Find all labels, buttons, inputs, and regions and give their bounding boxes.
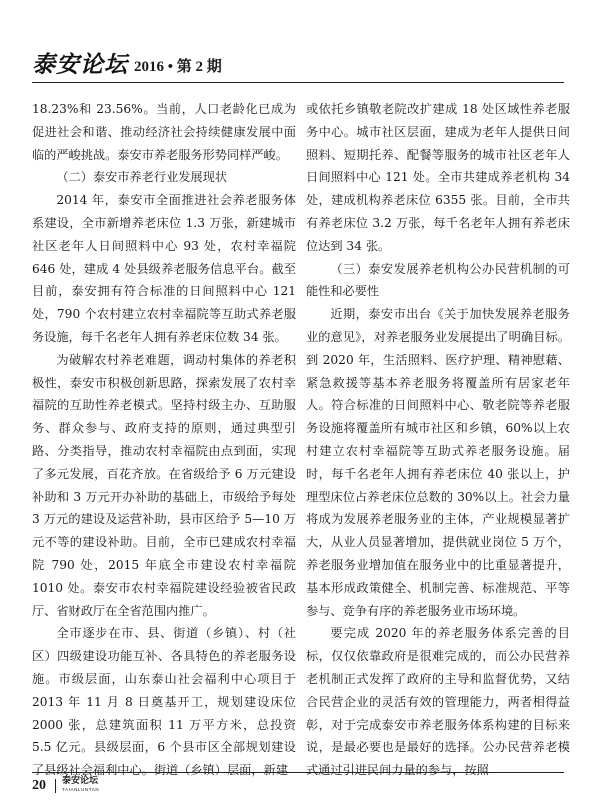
- section-heading: （三）泰安发展养老机构公办民营机制的可能性和必要性: [306, 261, 570, 299]
- footer-brand: 泰安论坛: [62, 776, 99, 786]
- paragraph: 为破解农村养老难题，调动村集体的养老积极性，泰安市积极创新思路，探索发展了农村幸福院的互助性养老模式。坚持村级主办、互助服务、群众参与、政府支持的原则，通过典型引路、分类指导，推动农村幸福院由点到面，实现了多元发展，百花齐放。在省级给予 6 万元建设补助和 3 万元开办补助的基础上，市级给予每处 3 万元的建设及运营补助，县市区给予 5—10 万元不等的建设补助。目前，全市已建成农村幸福院 790 处，2015 年底全市建设农村幸福院 1010 处。泰安市农村幸福院建设经验被省民政厅、省财政厅在全省范围内推广。: [32, 352, 296, 618]
- paragraph: 全市逐步在市、县、街道（乡镇）、村（社区）四级建设功能互补、各具特色的养老服务设施。市级层面，山东泰山社会福利中心项目于 2013 年 11 月 8 日奠基开工，规划建设床位 2000 张，总建筑面积 11 万平方米，总投资 5.5 亿元。县级层面，6 个县市区全部规划建设了县级社会福利中心。街道（乡镇）层面，新建: [32, 626, 296, 778]
- page-number: 20: [32, 778, 46, 793]
- journal-logo: 泰安论坛: [32, 51, 128, 78]
- paragraph: 或依托乡镇敬老院改扩建成 18 处区域性养老服务中心。城市社区层面，建成为老年人提供日间照料、短期托养、配餐等服务的城市社区老年人日间照料中心 121 处。全市共建成养老机构 34 处，建成机构养老床位 6355 张。目前，全市共有养老床位 3.2 万张，每千名老年人拥有养老床位达到 34 张。: [306, 102, 570, 253]
- right-column: [306, 98, 570, 782]
- paragraph: 近期，泰安市出台《关于加快发展养老服务业的意见》，对养老服务业发展提出了明确目标。到 2020 年，生活照料、医疗护理、精神慰藉、紧急救援等基本养老服务将覆盖所有居家老年人。符合标准的日间照料中心、敬老院等养老服务设施将覆盖所有城市社区和乡镇，60%以上农村建立农村幸福院等互助式养老服务设施。届时，每千名老年人拥有养老床位 40 张以上，护理型床位占养老床位总数的 30%以上。社会力量将成为发展养老服务业的主体，产业规模显著扩大，从业人员显著增加，提供就业岗位 5 万个，养老服务业增加值在服务业中的比重显著提升，基本形成政策健全、机制完善、标准规范、平等参与、竞争有序的养老服务业市场环境。: [306, 307, 570, 618]
- left-column: [32, 98, 296, 782]
- paragraph: 18.23%和 23.56%。当前，人口老龄化已成为促进社会和谐、推动经济社会持续健康发展中面临的严峻挑战。泰安市养老服务形势同样严峻。: [32, 102, 296, 162]
- page-footer: [32, 772, 564, 797]
- masthead: [32, 46, 222, 76]
- paragraph: 要完成 2020 年的养老服务体系完善的目标，仅仅依靠政府是很难完成的，而公办民营养老机制正式发挥了政府的主导和监督优势，又结合民营企业的灵活有效的管理能力，两者相得益彰，对于完成泰安市养老服务体系构建的目标来说，是最必要也是最好的选择。公办民营养老模式通过引进民间力量的参与，按照: [306, 626, 570, 778]
- paragraph: 2014 年，泰安市全面推进社会养老服务体系建设，全市新增养老床位 1.3 万张，新建城市社区老年人日间照料中心 93 处，农村幸福院 646 处，建成 4 处县级养老服务信息平台。截至目前，泰安拥有符合标准的日间照料中心 121 处，790 个农村建立农村幸福院等互助式养老服务设施，每千名老年人拥有养老床位数 34 张。: [32, 193, 296, 344]
- footer-brand-pinyin: TAIANLUNTAN: [62, 787, 100, 792]
- issue-label: 2016 • 第 2 期: [134, 59, 222, 75]
- section-heading: （二）泰安市养老行业发展现状: [56, 170, 228, 185]
- footer-divider: [55, 779, 56, 793]
- header-rule: [32, 82, 564, 83]
